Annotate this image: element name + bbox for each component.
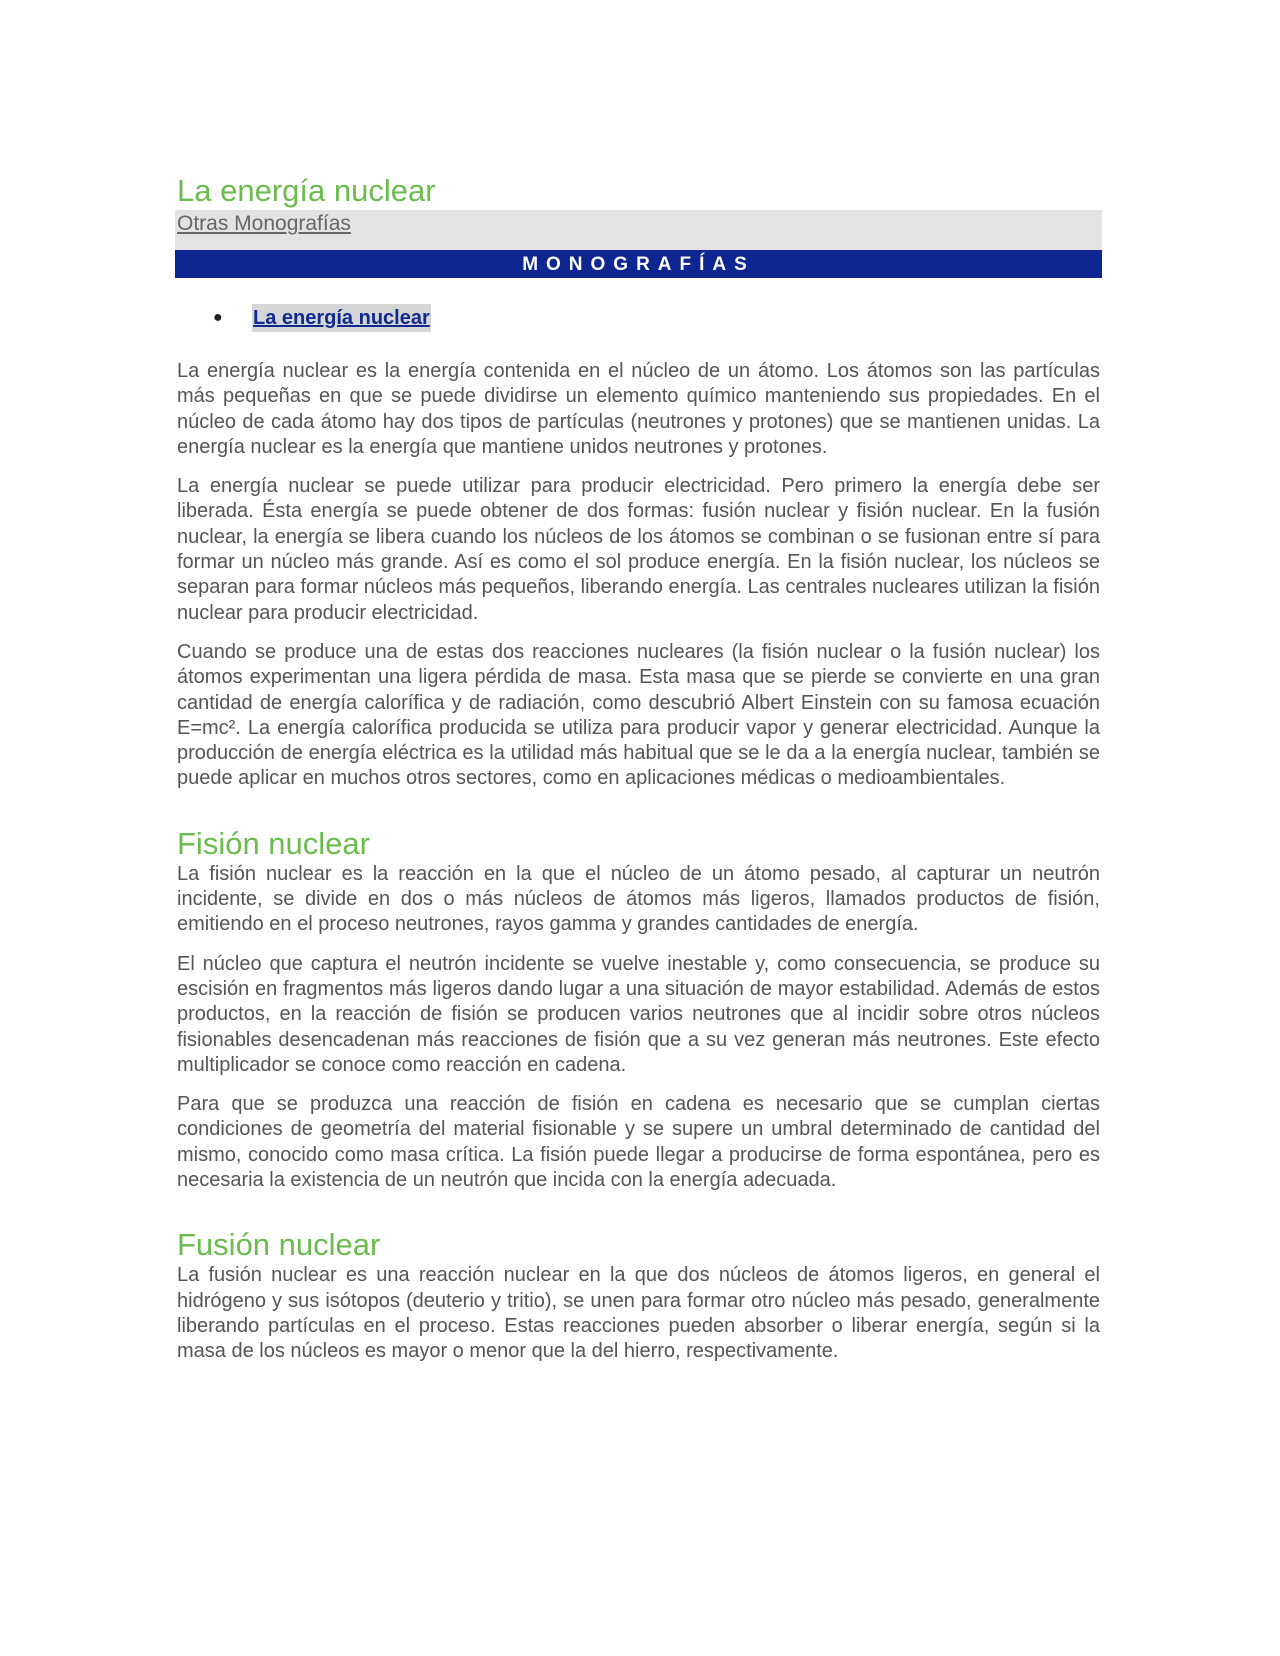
section-heading-fusion: Fusión nuclear	[177, 1227, 381, 1263]
fision-paragraph-2: El núcleo que captura el neutrón incidente se vuelve inestable y, como consecuencia, se produce su escisión en fragmentos más ligeros dando lugar a una situación de mayor estabilidad. Además de estos productos, en la reacción de fisión se producen varios neutrones que al incidir sobre otros núcleos fisionables desencadenan más reacciones de fisión que a su vez generan más neutrones. Este efecto multiplicador se conoce como reacción en cadena.	[177, 952, 1100, 1076]
bullet-icon: ●	[213, 309, 223, 326]
intro-paragraph-3: Cuando se produce una de estas dos reacciones nucleares (la fisión nuclear o la fusión nuclear) los átomos experimentan una ligera pérdida de masa. Esta masa que se pierde se convierte en una gran cantidad de energía calorífica y de radiación, como descubrió Albert Einstein con su famosa ecuación E=mc². La energía calorífica producida se utiliza para producir vapor y generar electricidad. Aunque la producción de energía eléctrica es la utilidad más habitual que se le da a la energía nuclear, también se puede aplicar en muchos otros sectores, como en aplicaciones médicas o medioambientales.	[177, 640, 1100, 790]
other-monographs-link[interactable]: Otras Monografías	[177, 212, 351, 235]
page-title: La energía nuclear	[177, 173, 436, 208]
toc-item	[214, 304, 1100, 332]
other-monographs-bar	[175, 210, 1102, 250]
intro-paragraph-1: La energía nuclear es la energía contenida en el núcleo de un átomo. Los átomos son las partículas más pequeñas en que se puede dividirse un elemento químico manteniendo sus propiedades. En el núcleo de cada átomo hay dos tipos de partículas (neutrones y protones) que se mantienen unidas. La energía nuclear es la energía que mantiene unidos neutrones y protones.	[177, 360, 1100, 458]
table-of-contents	[177, 304, 1100, 332]
fision-paragraph-3: Para que se produzca una reacción de fisión en cadena es necesario que se cumplan ciertas condiciones de geometría del material fisionable y se supere un umbral determinado de cantidad del mismo, conocido como masa crítica. La fisión puede llegar a producirse de forma espontánea, pero es necesaria la existencia de un neutrón que incida con la energía adecuada.	[177, 1093, 1100, 1192]
intro-paragraph-2: La energía nuclear se puede utilizar para producir electricidad. Pero primero la energía debe ser liberada. Ésta energía se puede obtener de dos formas: fusión nuclear y fisión nuclear. En la fusión nuclear, la energía se libera cuando los núcleos de los átomos se combinan o se fusionan entre sí para formar un núcleo más grande. Así es como el sol produce energía. En la fisión nuclear, los núcleos se separan para formar núcleos más pequeños, liberando energía. Las centrales nucleares utilizan la fisión nuclear para producir electricidad.	[177, 475, 1100, 624]
section-heading-fision: Fisión nuclear	[177, 825, 370, 861]
document-page	[177, 172, 1100, 1379]
toc-link-energia-nuclear[interactable]: La energía nuclear	[252, 304, 431, 332]
fusion-paragraph-1: La fusión nuclear es una reacción nuclear en la que dos núcleos de átomos ligeros, en general el hidrógeno y sus isótopos (deuterio y tritio), se unen para formar otro núcleo más pesado, generalmente liberando partículas en el proceso. Estas reacciones pueden absorber o liberar energía, según si la masa de los núcleos es mayor o menor que la del hierro, respectivamente.	[177, 1264, 1100, 1363]
fision-paragraph-1: La fisión nuclear es la reacción en la que el núcleo de un átomo pesado, al capturar un neutrón incidente, se divide en dos o más núcleos de átomos más ligeros, llamados productos de fisión, emitiendo en el proceso neutrones, rayos gamma y grandes cantidades de energía.	[177, 862, 1100, 936]
monographs-banner: MONOGRAFÍAS	[175, 250, 1102, 278]
